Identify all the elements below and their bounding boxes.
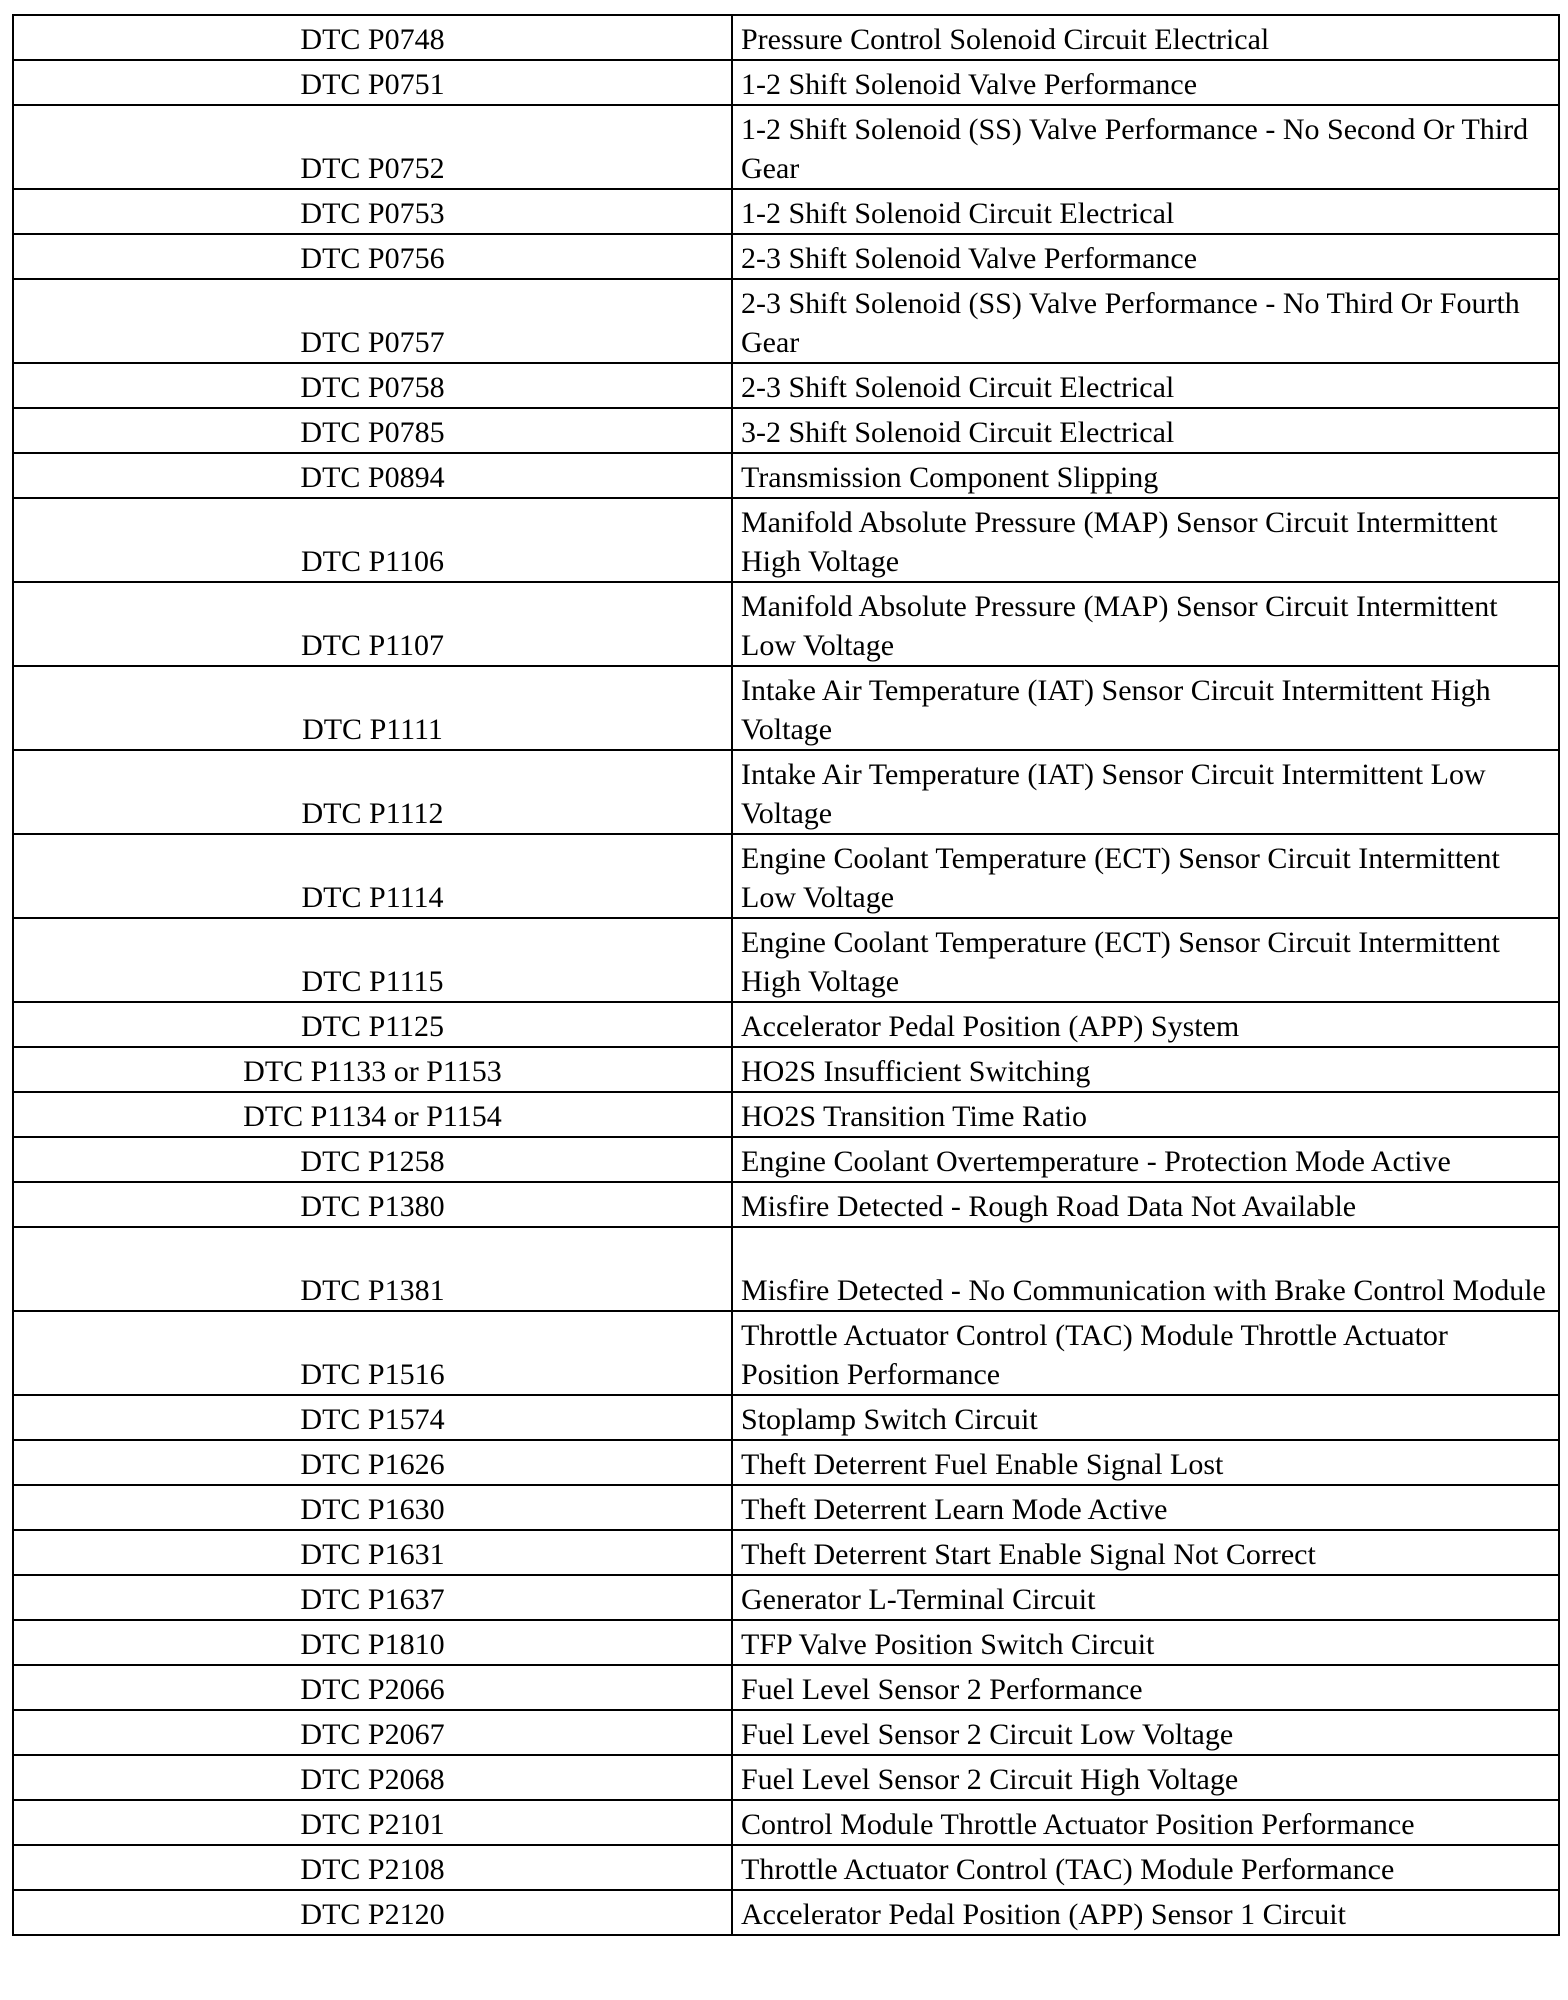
dtc-description-cell: Stoplamp Switch Circuit bbox=[732, 1395, 1559, 1440]
table-row bbox=[13, 1485, 1559, 1530]
dtc-code-cell: DTC P1106 bbox=[13, 498, 732, 582]
dtc-code-cell: DTC P1125 bbox=[13, 1002, 732, 1047]
table-row bbox=[13, 1890, 1559, 1935]
table-row bbox=[13, 582, 1559, 666]
table-row bbox=[13, 1620, 1559, 1665]
dtc-code-cell: DTC P1626 bbox=[13, 1440, 732, 1485]
dtc-description-cell: Misfire Detected - Rough Road Data Not Available bbox=[732, 1182, 1559, 1227]
dtc-description-cell: Engine Coolant Overtemperature - Protection Mode Active bbox=[732, 1137, 1559, 1182]
dtc-description-cell: Theft Deterrent Fuel Enable Signal Lost bbox=[732, 1440, 1559, 1485]
dtc-description-cell: 2-3 Shift Solenoid Circuit Electrical bbox=[732, 363, 1559, 408]
dtc-description-cell: Manifold Absolute Pressure (MAP) Sensor Circuit Intermittent High Voltage bbox=[732, 498, 1559, 582]
dtc-table-body bbox=[13, 15, 1559, 1935]
table-row bbox=[13, 408, 1559, 453]
dtc-code-cell: DTC P1134 or P1154 bbox=[13, 1092, 732, 1137]
dtc-code-cell: DTC P0758 bbox=[13, 363, 732, 408]
dtc-description-cell: Control Module Throttle Actuator Position Performance bbox=[732, 1800, 1559, 1845]
dtc-code-cell: DTC P1114 bbox=[13, 834, 732, 918]
dtc-code-cell: DTC P2068 bbox=[13, 1755, 732, 1800]
dtc-description-cell: Accelerator Pedal Position (APP) Sensor 1 Circuit bbox=[732, 1890, 1559, 1935]
dtc-description-cell: HO2S Transition Time Ratio bbox=[732, 1092, 1559, 1137]
dtc-code-cell: DTC P1637 bbox=[13, 1575, 732, 1620]
dtc-description-cell: 2-3 Shift Solenoid (SS) Valve Performance - No Third Or Fourth Gear bbox=[732, 279, 1559, 363]
dtc-code-cell: DTC P1112 bbox=[13, 750, 732, 834]
table-row bbox=[13, 1137, 1559, 1182]
table-row bbox=[13, 279, 1559, 363]
table-row bbox=[13, 189, 1559, 234]
dtc-code-cell: DTC P1630 bbox=[13, 1485, 732, 1530]
dtc-description-cell: 1-2 Shift Solenoid Circuit Electrical bbox=[732, 189, 1559, 234]
dtc-code-cell: DTC P1115 bbox=[13, 918, 732, 1002]
dtc-code-cell: DTC P1631 bbox=[13, 1530, 732, 1575]
table-row bbox=[13, 666, 1559, 750]
dtc-code-cell: DTC P1574 bbox=[13, 1395, 732, 1440]
table-row bbox=[13, 750, 1559, 834]
dtc-code-cell: DTC P0757 bbox=[13, 279, 732, 363]
dtc-code-cell: DTC P2101 bbox=[13, 1800, 732, 1845]
dtc-description-cell: Throttle Actuator Control (TAC) Module Performance bbox=[732, 1845, 1559, 1890]
dtc-description-cell: Manifold Absolute Pressure (MAP) Sensor Circuit Intermittent Low Voltage bbox=[732, 582, 1559, 666]
dtc-code-cell: DTC P1111 bbox=[13, 666, 732, 750]
table-row bbox=[13, 105, 1559, 189]
dtc-code-cell: DTC P0753 bbox=[13, 189, 732, 234]
dtc-code-cell: DTC P1107 bbox=[13, 582, 732, 666]
dtc-description-cell: Engine Coolant Temperature (ECT) Sensor Circuit Intermittent High Voltage bbox=[732, 918, 1559, 1002]
dtc-code-cell: DTC P2067 bbox=[13, 1710, 732, 1755]
dtc-description-cell: Misfire Detected - No Communication with Brake Control Module bbox=[732, 1227, 1559, 1311]
dtc-description-cell: TFP Valve Position Switch Circuit bbox=[732, 1620, 1559, 1665]
table-row bbox=[13, 1800, 1559, 1845]
table-row bbox=[13, 1710, 1559, 1755]
table-row bbox=[13, 234, 1559, 279]
dtc-description-cell: Throttle Actuator Control (TAC) Module Throttle Actuator Position Performance bbox=[732, 1311, 1559, 1395]
table-row bbox=[13, 1002, 1559, 1047]
table-row bbox=[13, 498, 1559, 582]
dtc-code-cell: DTC P2120 bbox=[13, 1890, 732, 1935]
dtc-code-cell: DTC P0785 bbox=[13, 408, 732, 453]
dtc-description-cell: Theft Deterrent Learn Mode Active bbox=[732, 1485, 1559, 1530]
dtc-code-cell: DTC P2066 bbox=[13, 1665, 732, 1710]
table-row bbox=[13, 363, 1559, 408]
table-row bbox=[13, 1311, 1559, 1395]
table-row bbox=[13, 1755, 1559, 1800]
dtc-description-cell: Intake Air Temperature (IAT) Sensor Circuit Intermittent High Voltage bbox=[732, 666, 1559, 750]
table-row bbox=[13, 918, 1559, 1002]
table-row bbox=[13, 1092, 1559, 1137]
table-row bbox=[13, 1530, 1559, 1575]
dtc-description-cell: 3-2 Shift Solenoid Circuit Electrical bbox=[732, 408, 1559, 453]
dtc-code-cell: DTC P1133 or P1153 bbox=[13, 1047, 732, 1092]
dtc-code-cell: DTC P0748 bbox=[13, 15, 732, 60]
table-row bbox=[13, 453, 1559, 498]
dtc-description-cell: Transmission Component Slipping bbox=[732, 453, 1559, 498]
dtc-description-cell: Fuel Level Sensor 2 Circuit Low Voltage bbox=[732, 1710, 1559, 1755]
dtc-description-cell: Fuel Level Sensor 2 Performance bbox=[732, 1665, 1559, 1710]
dtc-code-cell: DTC P1258 bbox=[13, 1137, 732, 1182]
dtc-code-cell: DTC P2108 bbox=[13, 1845, 732, 1890]
dtc-code-cell: DTC P1380 bbox=[13, 1182, 732, 1227]
dtc-description-cell: Generator L-Terminal Circuit bbox=[732, 1575, 1559, 1620]
table-row bbox=[13, 1047, 1559, 1092]
dtc-description-cell: 2-3 Shift Solenoid Valve Performance bbox=[732, 234, 1559, 279]
dtc-description-cell: Accelerator Pedal Position (APP) System bbox=[732, 1002, 1559, 1047]
table-row bbox=[13, 1395, 1559, 1440]
dtc-description-cell: Pressure Control Solenoid Circuit Electrical bbox=[732, 15, 1559, 60]
table-row bbox=[13, 1440, 1559, 1485]
dtc-description-cell: HO2S Insufficient Switching bbox=[732, 1047, 1559, 1092]
table-row bbox=[13, 834, 1559, 918]
table-row bbox=[13, 1665, 1559, 1710]
table-row bbox=[13, 1227, 1559, 1311]
dtc-description-cell: Engine Coolant Temperature (ECT) Sensor Circuit Intermittent Low Voltage bbox=[732, 834, 1559, 918]
dtc-code-cell: DTC P1810 bbox=[13, 1620, 732, 1665]
table-row bbox=[13, 60, 1559, 105]
dtc-code-cell: DTC P0751 bbox=[13, 60, 732, 105]
dtc-description-cell: Intake Air Temperature (IAT) Sensor Circuit Intermittent Low Voltage bbox=[732, 750, 1559, 834]
dtc-table bbox=[12, 14, 1560, 1936]
table-row bbox=[13, 15, 1559, 60]
dtc-code-cell: DTC P0752 bbox=[13, 105, 732, 189]
table-row bbox=[13, 1845, 1559, 1890]
dtc-description-cell: Fuel Level Sensor 2 Circuit High Voltage bbox=[732, 1755, 1559, 1800]
table-row bbox=[13, 1182, 1559, 1227]
dtc-code-cell: DTC P1381 bbox=[13, 1227, 732, 1311]
dtc-code-cell: DTC P1516 bbox=[13, 1311, 732, 1395]
dtc-description-cell: 1-2 Shift Solenoid Valve Performance bbox=[732, 60, 1559, 105]
dtc-description-cell: 1-2 Shift Solenoid (SS) Valve Performance - No Second Or Third Gear bbox=[732, 105, 1559, 189]
dtc-code-cell: DTC P0894 bbox=[13, 453, 732, 498]
dtc-description-cell: Theft Deterrent Start Enable Signal Not Correct bbox=[732, 1530, 1559, 1575]
table-row bbox=[13, 1575, 1559, 1620]
dtc-code-cell: DTC P0756 bbox=[13, 234, 732, 279]
